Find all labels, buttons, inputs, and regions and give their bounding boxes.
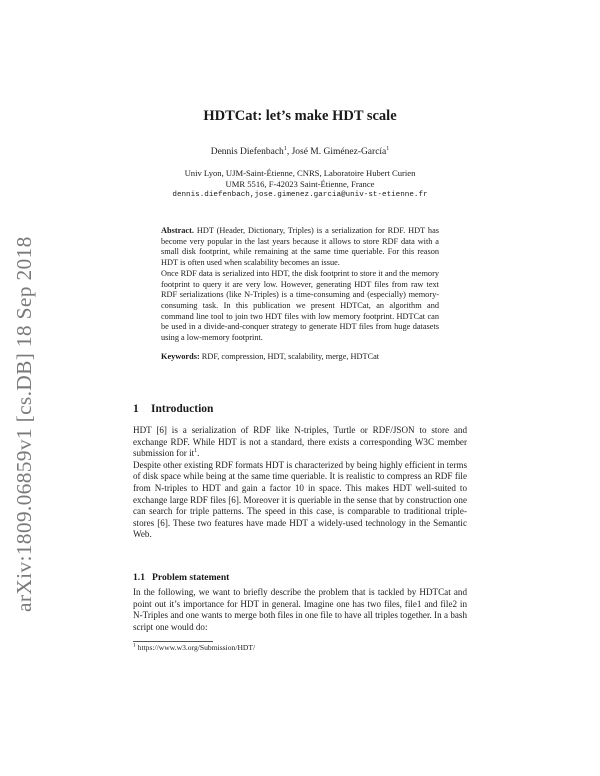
abstract-paragraph: Once RDF data is serialized into HDT, the disk footprint to store it and the memory footprint to query it are very low. However, generating HDT files from raw text RDF serializations (like N-Triples) is a time-consuming and (especially) memory-consuming task. In this publication we present HDTCat, an algorithm and command line tool to join two HDT files with low memory footprint. HDTCat can be used in a divide-and-conquer strategy to generate HDT files from huge datasets using a low-memory footprint. xyxy=(161,268,439,343)
subsection-title: Problem statement xyxy=(152,572,230,583)
author-emails: dennis.diefenbach,jose.gimenez.garcia@univ-st-etienne.fr xyxy=(172,191,428,199)
arxiv-identifier: arXiv:1809.06859v1 [cs.DB] 18 Sep 2018 xyxy=(12,236,36,612)
subsection-number: 1.1 xyxy=(133,572,145,583)
section-heading xyxy=(133,403,213,415)
subsection-body xyxy=(133,587,467,633)
affiliation-mark: 1 xyxy=(386,145,390,152)
abstract-paragraph xyxy=(161,226,439,269)
footnote-url[interactable]: https://www.w3.org/Submission/HDT/ xyxy=(137,643,256,652)
author-list xyxy=(133,147,467,157)
subsection-heading xyxy=(133,572,229,583)
abstract xyxy=(161,226,439,344)
affiliation-block xyxy=(133,168,467,201)
paper-title: HDTCat: let’s make HDT scale xyxy=(203,108,397,124)
affiliation-mark: 1 xyxy=(283,145,287,152)
affiliation-line: UMR 5516, F-42023 Saint-Étienne, France xyxy=(225,179,375,189)
section-body xyxy=(133,425,467,541)
body-paragraph xyxy=(133,425,467,460)
author-name: José M. Giménez-García xyxy=(291,147,387,157)
author-name: Dennis Diefenbach xyxy=(210,147,284,157)
footnote-mark: 1 xyxy=(133,642,136,649)
body-paragraph: In the following, we want to briefly describe the problem that is tackled by HDTCat and point out it’s importance for HDT in general. Imagine one has two files, file1 and file2 in N-Triples and one wants to merge both files in one file to have all triples together. In a bash script one would do: xyxy=(133,587,467,632)
keywords-label: Keywords: xyxy=(161,352,200,361)
body-text: HDT [6] is a serialization of RDF like N-triples, Turtle or RDF/JSON to store and exchange RDF. While HDT is not a standard, there exists a corresponding W3C member submission for it xyxy=(133,425,467,459)
body-paragraph: Despite other existing RDF formats HDT is characterized by being highly efficient in terms of disk space while being at the same time queriable. It is realistic to compress an RDF file from N-triples to HDT and gain a factor 10 in space. This makes HDT well-suited to exchange large RDF files [6]. Moreover it is queriable in the sense that by construction one can search for triple patterns. The speed in this case, is comparable to traditional triple-stores [6]. These two features have made HDT a widely-used technology in the Semantic Web. xyxy=(133,459,467,540)
section-title: Introduction xyxy=(151,403,214,415)
body-text: . xyxy=(197,448,200,459)
footnote-ref: 1 xyxy=(194,448,198,455)
author-separator: , xyxy=(286,147,292,157)
abstract-label: Abstract. xyxy=(161,226,194,235)
keywords-text: RDF, compression, HDT, scalability, merge, HDTCat xyxy=(201,352,380,361)
footnote xyxy=(133,643,255,652)
affiliation-line: Univ Lyon, UJM-Saint-Étienne, CNRS, Laboratoire Hubert Curien xyxy=(184,168,416,178)
section-number: 1 xyxy=(133,403,139,415)
abstract-text: HDT (Header, Dictionary, Triples) is a serialization for RDF. HDT has become very popular in the last years because it allows to store RDF data with a small disk footprint, while remaining at the same time queriable. For this reason HDT is often used when scalability becomes an issue. xyxy=(161,226,439,268)
footnote-rule xyxy=(133,641,213,642)
keywords xyxy=(161,352,439,363)
